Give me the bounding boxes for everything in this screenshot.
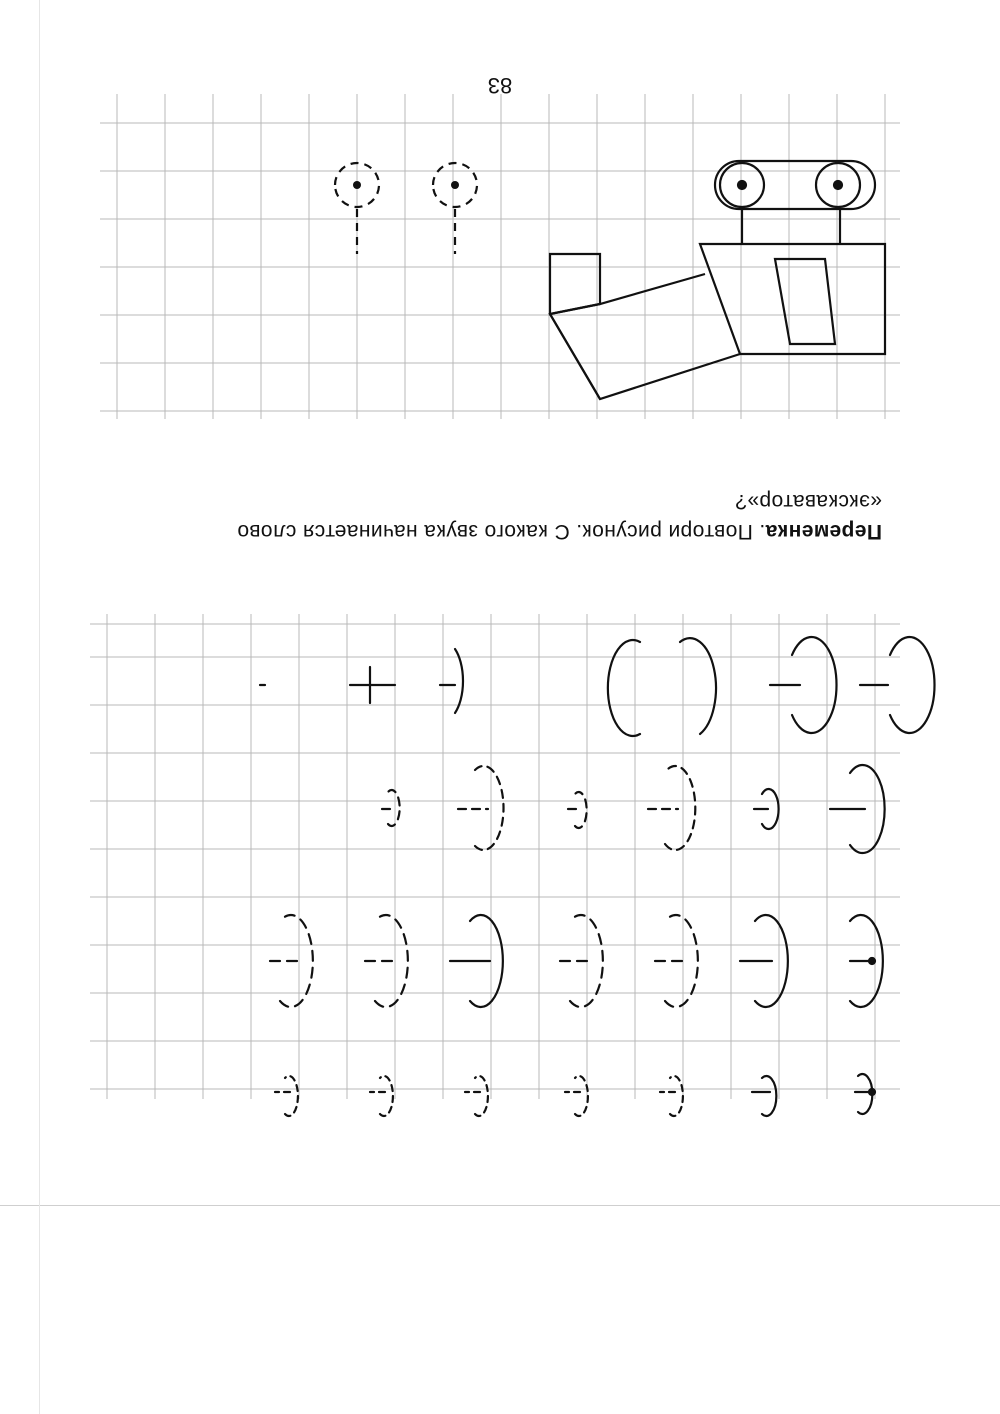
excavator-body	[700, 244, 885, 354]
excavator-grid	[100, 94, 900, 419]
page-number: 83	[487, 73, 513, 98]
task-title: Переменка	[765, 520, 882, 543]
excavator-window	[775, 259, 835, 344]
excavator-dashed-wheels	[335, 163, 477, 254]
excavator-bucket	[550, 254, 600, 314]
task-text: . Повтори рисунок. С какого звука начинается слово «экскаватор»?	[237, 490, 882, 543]
